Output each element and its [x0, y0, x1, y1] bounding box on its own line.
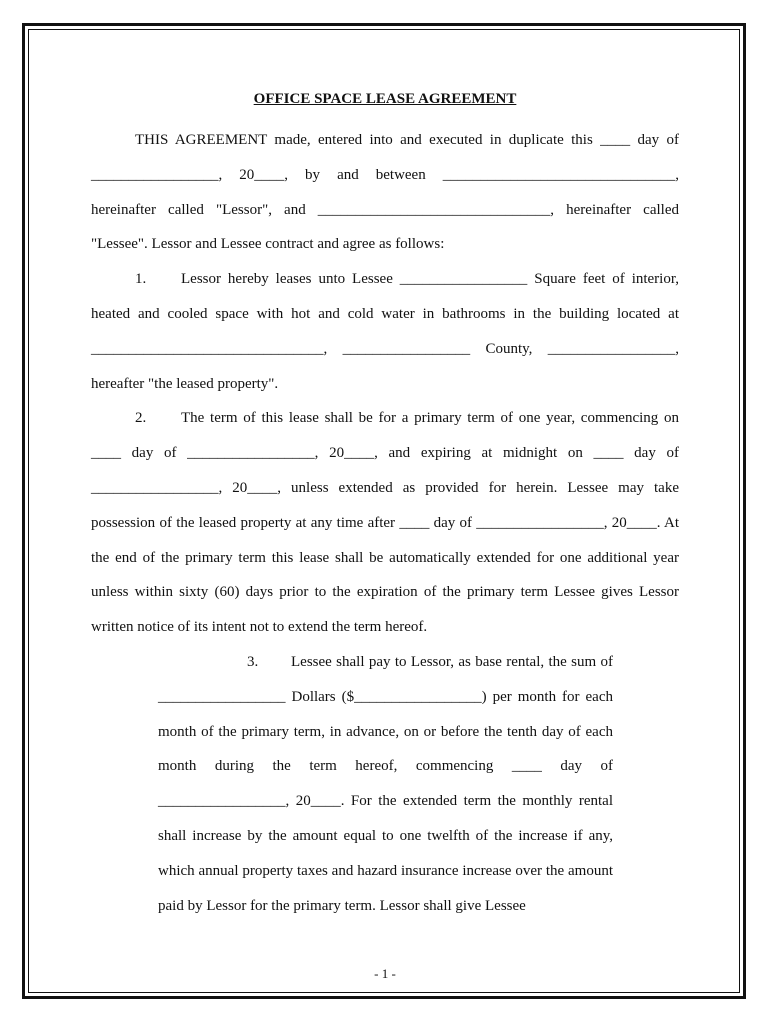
section-text: Lessor hereby leases unto Lessee _________________ Square feet of interior, heated and cooled space with hot and cold water in bathrooms in the building located at _______________________________, _________________ County, _________________, hereafter "the leased property".: [91, 271, 679, 392]
document-title: OFFICE SPACE LEASE AGREEMENT: [253, 91, 517, 107]
section-number: 1.: [135, 271, 147, 288]
section-text: Lessee shall pay to Lessor, as base rental, the sum of _________________ Dollars ($_________________) per month for each month of the primary term, in advance, on or before the tenth day of each month during the term hereof, commencing ____ day of _________________, 20____. For the extended term the monthly rental shall increase by the amount equal to one twelfth of the increase if any, which annual property taxes and hazard insurance increase over the amount paid by Lessor for the primary term. Lessor shall give Lessee: [158, 653, 613, 914]
page-number: - 1 -: [374, 966, 396, 981]
intro-paragraph: THIS AGREEMENT made, entered into and executed in duplicate this ____ day of _________________, 20____, by and between _______________________________, hereinafter called "Lessor", and _______________________________, hereinafter called "Lessee". Lessor and Lessee contract and agree as follows:: [91, 132, 679, 253]
section-3: [158, 645, 613, 923]
section-1: [91, 262, 679, 401]
document-body: [91, 89, 679, 923]
section-2: [91, 401, 679, 645]
section-number: 2.: [135, 410, 147, 427]
section-text: The term of this lease shall be for a primary term of one year, commencing on ____ day of _________________, 20____, and expiring at midnight on ____ day of _________________, 20____, unless extended as provided for herein. Lessee may take possession of the leased property at any time after ____ day of _________________, 20____. At the end of the primary term this lease shall be automatically extended for one additional year unless within sixty (60) days prior to the expiration of the primary term Lessee gives Lessor written notice of its intent not to extend the term hereof.: [91, 410, 679, 636]
section-number: 3.: [247, 653, 259, 670]
